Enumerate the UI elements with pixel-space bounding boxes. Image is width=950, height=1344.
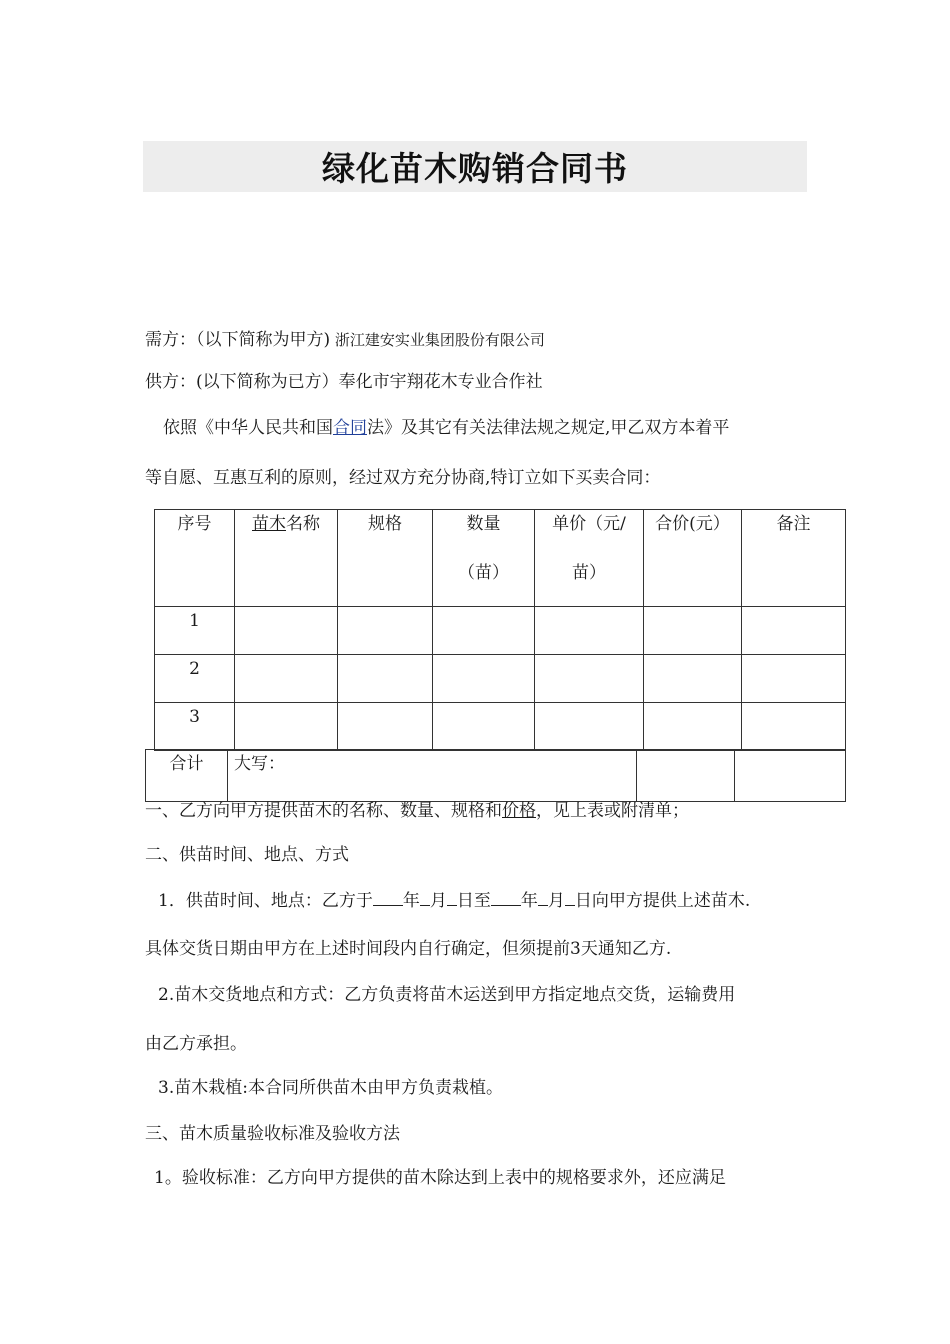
table-cell[interactable] <box>742 655 846 703</box>
year-blank-1[interactable] <box>373 888 403 906</box>
clause-1-text: 一、乙方向甲方提供苗木的名称、数量、规格和 <box>145 801 502 821</box>
clause-2-2-line-2: 由乙方承担。 <box>145 1034 247 1054</box>
goods-table <box>154 509 846 751</box>
clause-3-title: 三、苗木质量验收标准及验收方法 <box>145 1124 400 1144</box>
intro-line-1 <box>163 416 729 440</box>
day-blank-1[interactable] <box>447 888 457 906</box>
seller-line: 供方：(以下简称为已方）奉化市宇翔花木专业合作社 <box>145 372 543 392</box>
table-cell[interactable] <box>535 703 644 751</box>
month-blank-1[interactable] <box>420 888 430 906</box>
total-row <box>146 750 846 802</box>
intro-text-after: 法》及其它有关法律法规之规定,甲乙双方本着平 <box>367 418 730 438</box>
header-name-underlined[interactable]: 苗木 <box>252 514 286 534</box>
row-seq: 1 <box>155 607 235 655</box>
day-label-1: 日至 <box>456 891 491 911</box>
table-cell[interactable] <box>235 607 338 655</box>
buyer-line <box>145 328 545 352</box>
table-cell[interactable] <box>644 703 742 751</box>
header-unit-price-l1: 单价（元/ <box>552 514 626 534</box>
header-unit-price-l2: 苗） <box>572 563 606 583</box>
buyer-name: 浙江建安实业集团股份有限公司 <box>330 331 545 349</box>
clause-1-tail: ，见上表或附清单； <box>536 801 689 821</box>
table-row <box>155 607 846 655</box>
clause-1 <box>145 799 689 823</box>
total-cell[interactable] <box>735 750 846 802</box>
header-remark: 备注 <box>742 510 846 607</box>
header-qty-l1: 数量 <box>466 514 501 534</box>
total-label: 合计 <box>146 750 228 802</box>
month-label-1: 月 <box>429 891 447 911</box>
table-header-row <box>155 510 846 607</box>
month-blank-2[interactable] <box>538 888 548 906</box>
table-cell[interactable] <box>338 607 433 655</box>
header-qty <box>433 510 535 607</box>
year-label-2: 年 <box>520 891 538 911</box>
day-blank-2[interactable] <box>565 888 575 906</box>
table-cell[interactable] <box>742 703 846 751</box>
total-table <box>145 749 846 802</box>
clause-2-1-line-1 <box>158 888 750 913</box>
year-blank-2[interactable] <box>491 888 521 906</box>
day-label-2: 日向甲方提供上述苗木. <box>574 891 751 911</box>
clause-2-1-text: 1．供苗时间、地点：乙方于 <box>158 891 373 911</box>
total-cell[interactable] <box>637 750 735 802</box>
header-qty-l2: （苗） <box>458 563 509 583</box>
table-row <box>155 703 846 751</box>
table-cell[interactable] <box>433 703 535 751</box>
clause-3-1: 1。验收标准：乙方向甲方提供的苗木除达到上表中的规格要求外，还应满足 <box>154 1168 726 1188</box>
contract-title: 绿化苗木购销合同书 <box>322 149 628 188</box>
header-spec: 规格 <box>338 510 433 607</box>
price-link[interactable]: 价格 <box>502 801 536 821</box>
row-seq: 2 <box>155 655 235 703</box>
table-cell[interactable] <box>338 703 433 751</box>
row-seq: 3 <box>155 703 235 751</box>
title-bar <box>143 141 807 192</box>
buyer-prefix: 需方：（以下简称为甲方) <box>145 330 331 350</box>
table-cell[interactable] <box>742 607 846 655</box>
intro-text-before: 依照《中华人民共和国 <box>163 418 333 438</box>
contract-law-link[interactable]: 合同 <box>333 418 367 438</box>
header-unit-price <box>535 510 644 607</box>
table-cell[interactable] <box>433 655 535 703</box>
table-cell[interactable] <box>535 607 644 655</box>
table-cell[interactable] <box>235 703 338 751</box>
intro-line-2: 等自愿、互惠互利的原则，经过双方充分协商,特订立如下买卖合同： <box>145 468 661 488</box>
table-cell[interactable] <box>644 655 742 703</box>
table-cell[interactable] <box>235 655 338 703</box>
table-cell[interactable] <box>433 607 535 655</box>
clause-2-1-line-2: 具体交货日期由甲方在上述时间段内自行确定，但须提前3天通知乙方. <box>145 939 672 959</box>
total-uppercase[interactable]: 大写： <box>228 750 637 802</box>
clause-2-title: 二、供苗时间、地点、方式 <box>145 845 349 865</box>
clause-2-3: 3.苗木栽植:本合同所供苗木由甲方负责栽植。 <box>158 1078 503 1098</box>
table-cell[interactable] <box>338 655 433 703</box>
header-name <box>235 510 338 607</box>
month-label-2: 月 <box>547 891 565 911</box>
table-cell[interactable] <box>535 655 644 703</box>
year-label-1: 年 <box>402 891 420 911</box>
header-total-price: 合价(元） <box>644 510 742 607</box>
clause-2-2-line-1: 2.苗木交货地点和方式：乙方负责将苗木运送到甲方指定地点交货，运输费用 <box>158 985 736 1005</box>
header-name-rest: 名称 <box>286 514 320 534</box>
table-row <box>155 655 846 703</box>
table-cell[interactable] <box>644 607 742 655</box>
header-seq: 序号 <box>155 510 235 607</box>
